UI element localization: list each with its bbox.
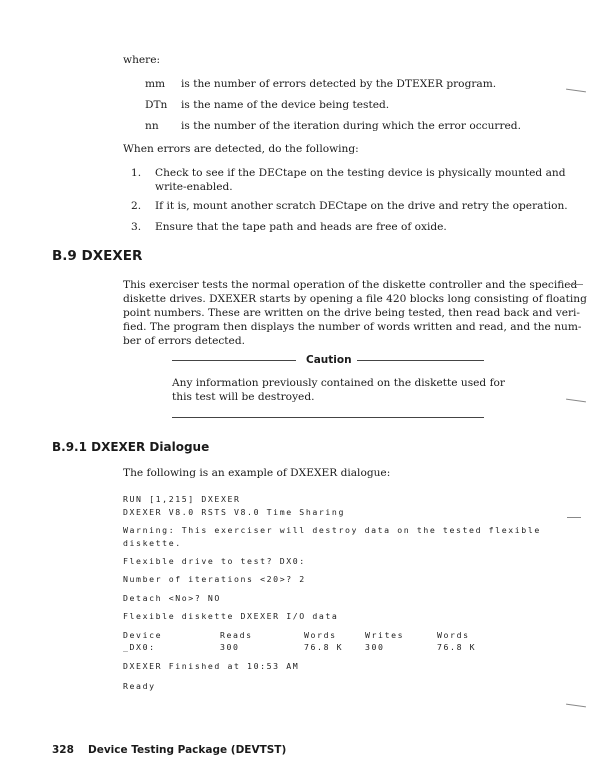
- subsection-intro: The following is an example of DXEXER dialogue:: [123, 467, 391, 479]
- margin-mark: [566, 399, 586, 403]
- dialogue-iterations-line: [123, 574, 306, 584]
- section-paragraph-line: diskette drives. DXEXER starts by opening a file 420 blocks long consisting of floating: [123, 293, 587, 305]
- margin-mark: [566, 704, 586, 708]
- where-label: where:: [123, 54, 161, 66]
- table-cell-writes: 300: [365, 642, 385, 652]
- dialogue-warning-line: Warning: This exerciser will destroy data on the tested flexible: [123, 525, 541, 535]
- table-header-device: Device: [123, 630, 163, 640]
- step-number: 2.: [131, 200, 142, 212]
- subsection-title: B.9.1 DXEXER Dialogue: [52, 440, 210, 454]
- dialogue-prompt: Number of iterations <20>?: [123, 574, 300, 584]
- page-number: 328: [52, 744, 74, 756]
- dialogue-answer: DX0:: [279, 556, 306, 566]
- definition-term: DTn: [145, 99, 168, 111]
- dialogue-answer: NO: [207, 593, 221, 603]
- caution-rule-bottom: [172, 417, 484, 418]
- margin-mark: [567, 284, 583, 285]
- caution-rule-right: [357, 360, 484, 361]
- margin-mark: [566, 89, 586, 93]
- step-text: Ensure that the tape path and heads are free of oxide.: [155, 221, 447, 233]
- table-cell-words: 76.8 K: [437, 642, 477, 652]
- step-text: If it is, mount another scratch DECtape on the drive and retry the operation.: [155, 200, 568, 212]
- section-title: B.9 DXEXER: [52, 248, 143, 264]
- table-cell-reads: 300: [220, 642, 240, 652]
- caution-title: Caution: [306, 354, 352, 366]
- dialogue-answer: 2: [299, 574, 306, 584]
- table-header-writes: Writes: [365, 630, 405, 640]
- dialogue-version-line: DXEXER V8.0 RSTS V8.0 Time Sharing: [123, 507, 345, 517]
- caution-rule-left: [172, 360, 296, 361]
- table-cell-words: 76.8 K: [304, 642, 344, 652]
- dialogue-prompt: Flexible drive to test?: [123, 556, 280, 566]
- dialogue-prompt: Detach <No>?: [123, 593, 208, 603]
- step-number: 1.: [131, 167, 142, 179]
- section-paragraph-line: fied. The program then displays the number of words written and read, and the num-: [123, 321, 582, 333]
- dialogue-detach-line: [123, 593, 221, 603]
- table-header-words: Words: [437, 630, 470, 640]
- definition-term: nn: [145, 120, 159, 132]
- step-number: 3.: [131, 221, 142, 233]
- table-header-words: Words: [304, 630, 337, 640]
- errors-intro: When errors are detected, do the following:: [123, 143, 359, 155]
- dialogue-finished-line: DXEXER Finished at 10:53 AM: [123, 661, 300, 671]
- table-header-reads: Reads: [220, 630, 253, 640]
- step-text: Check to see if the DECtape on the testing device is physically mounted and: [155, 167, 566, 179]
- margin-mark: [567, 517, 581, 518]
- definition-desc: is the number of the iteration during which the error occurred.: [181, 120, 521, 132]
- dialogue-warning-line: diskette.: [123, 538, 182, 548]
- section-paragraph-line: This exerciser tests the normal operation of the diskette controller and the specified: [123, 279, 578, 291]
- caution-text-line: Any information previously contained on the diskette used for: [172, 377, 505, 389]
- dialogue-drive-line: [123, 556, 306, 566]
- dialogue-data-header: Flexible diskette DXEXER I/O data: [123, 611, 339, 621]
- section-paragraph-line: point numbers. These are written on the drive being tested, then read back and veri-: [123, 307, 581, 319]
- definition-desc: is the name of the device being tested.: [181, 99, 390, 111]
- footer-title: Device Testing Package (DEVTST): [88, 744, 287, 756]
- caution-text-line: this test will be destroyed.: [172, 391, 315, 403]
- dialogue-run-line: RUN [1,215] DXEXER: [123, 494, 241, 504]
- definition-term: mm: [145, 78, 166, 90]
- dialogue-ready-line: Ready: [123, 681, 156, 691]
- definition-desc: is the number of errors detected by the DTEXER program.: [181, 78, 497, 90]
- step-text: write-enabled.: [155, 181, 233, 193]
- section-paragraph-line: ber of errors detected.: [123, 335, 245, 347]
- table-cell-device: _DX0:: [123, 642, 156, 652]
